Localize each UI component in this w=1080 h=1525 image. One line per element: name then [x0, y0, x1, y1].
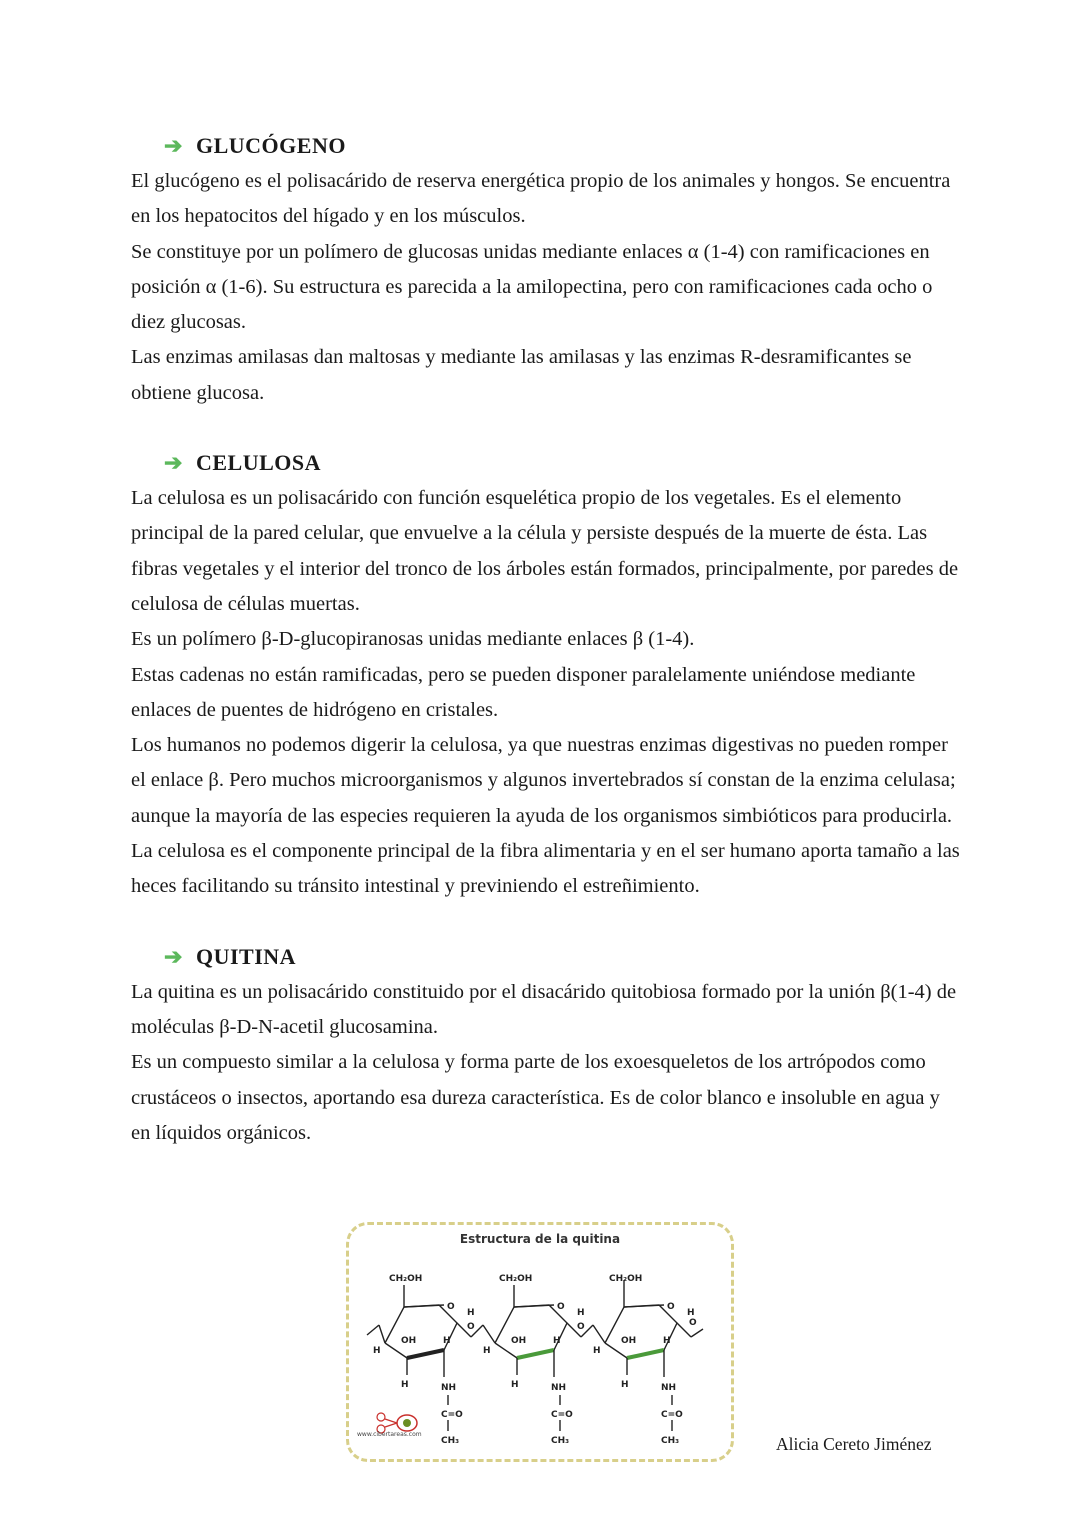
paragraph: Es un compuesto similar a la celulosa y forma parte de los exoesqueletos de los artrópodos como crustáceos o insectos, aportando esa dureza característica. Es de color blanco e insoluble en agua y en líquidos orgánicos. — [131, 1051, 940, 1144]
chem-label-ch2oh: CH₂OH — [499, 1274, 533, 1284]
section-heading — [164, 128, 961, 164]
section-glucogeno — [131, 128, 961, 411]
chem-label-h: H — [593, 1346, 601, 1356]
chem-label-h: H — [467, 1308, 475, 1318]
arrow-right-icon: ➔ — [164, 133, 183, 158]
paragraph: La quitina es un polisacárido constituido por el disacárido quitobiosa formado por la unión β(1-4) de moléculas β-D-N-acetil glucosamina. — [131, 980, 957, 1038]
chem-label-ch3: CH₃ — [441, 1436, 460, 1446]
chitin-molecule-diagram — [349, 1225, 731, 1459]
paragraph: Es un polímero β-D-glucopiranosas unidas mediante enlaces β (1-4). — [131, 628, 695, 651]
chem-label-h: H — [663, 1336, 671, 1346]
heading-text: QUITINA — [196, 943, 297, 969]
chem-label-o: O — [667, 1302, 675, 1312]
paragraph: Las enzimas amilasas dan maltosas y mediante las amilasas y las enzimas R-desramificantes se obtiene glucosa. — [131, 346, 912, 404]
chem-label-co: C=O — [551, 1410, 573, 1420]
document-body — [131, 128, 961, 1151]
chem-label-ch3: CH₃ — [661, 1436, 680, 1446]
paragraph: Se constituye por un polímero de glucosas unidas mediante enlaces α (1-4) con ramificaciones en posición α (1-6). Su estructura es parecida a la amilopectina, pero con ramificaciones cada ocho o diez glucosas. — [131, 240, 933, 334]
chitin-structure-figure — [346, 1222, 734, 1462]
chem-label-h: H — [687, 1308, 695, 1318]
chem-label-o: O — [557, 1302, 565, 1312]
chem-label-h: H — [483, 1346, 491, 1356]
chem-label-o: O — [447, 1302, 455, 1312]
chem-label-bridge-o: O — [467, 1322, 475, 1332]
chem-label-nh: NH — [441, 1383, 457, 1393]
section-quitina — [131, 939, 961, 1151]
chem-label-h: H — [553, 1336, 561, 1346]
chem-label-nh: NH — [551, 1383, 567, 1393]
figure-source-url: www.cibertareas.com — [357, 1431, 422, 1438]
chem-label-h: H — [621, 1380, 629, 1390]
chem-label-ch2oh: CH₂OH — [609, 1274, 643, 1284]
chem-label-co: C=O — [661, 1410, 683, 1420]
arrow-right-icon: ➔ — [164, 943, 183, 969]
paragraph: El glucógeno es el polisacárido de reserva energética propio de los animales y hongos. Se encuentra en los hepatocitos del hígado y en los músculos. — [131, 170, 951, 228]
chem-label-h: H — [373, 1346, 381, 1356]
chem-label-oh: OH — [621, 1336, 637, 1346]
section-celulosa — [131, 445, 961, 905]
section-heading — [164, 939, 961, 975]
chem-label-bridge-o: O — [577, 1322, 585, 1332]
arrow-right-icon: ➔ — [164, 450, 183, 476]
heading-text: GLUCÓGENO — [196, 133, 346, 158]
figure-title: Estructura de la quitina — [459, 1232, 621, 1246]
chem-label-co: C=O — [441, 1410, 463, 1420]
chem-label-oh: OH — [511, 1336, 527, 1346]
paragraph: Los humanos no podemos digerir la celulosa, ya que nuestras enzimas digestivas no pueden romper el enlace β. Pero muchos microorganismos y algunos invertebrados sí constan de la enzima celulasa; aunque la mayoría de las especies requieren la ayuda de los organismos simbióticos para producirla. — [131, 734, 956, 827]
chem-label-h: H — [401, 1380, 409, 1390]
chem-label-oh: OH — [401, 1336, 417, 1346]
chem-label-h: H — [511, 1380, 519, 1390]
section-heading — [164, 445, 961, 481]
paragraph: La celulosa es el componente principal de la fibra alimentaria y en el ser humano aporta tamaño a las heces facilitando su tránsito intestinal y previniendo el estreñimiento. — [131, 840, 960, 898]
paragraph: Estas cadenas no están ramificadas, pero se pueden disponer paralelamente uniéndose mediante enlaces de puentes de hidrógeno en cristales. — [131, 663, 916, 721]
chem-label-bridge-o: O — [689, 1318, 697, 1328]
chem-label-nh: NH — [661, 1383, 677, 1393]
chem-label-h: H — [443, 1336, 451, 1346]
author-signature: Alicia Cereto Jiménez — [776, 1434, 932, 1454]
site-logo — [377, 1413, 417, 1433]
chem-label-ch2oh: CH₂OH — [389, 1274, 423, 1284]
paragraph: La celulosa es un polisacárido con función esquelética propio de los vegetales. Es el elemento principal de la pared celular, que envuelve a la célula y persiste después de la muerte de ésta. Las fibras vegetales y el interior del tronco de los árboles están formados, principalmente, por paredes de celulosa de células muertas. — [131, 487, 959, 615]
heading-text: CELULOSA — [196, 450, 322, 476]
chem-label-h: H — [577, 1308, 585, 1318]
chem-label-ch3: CH₃ — [551, 1436, 570, 1446]
